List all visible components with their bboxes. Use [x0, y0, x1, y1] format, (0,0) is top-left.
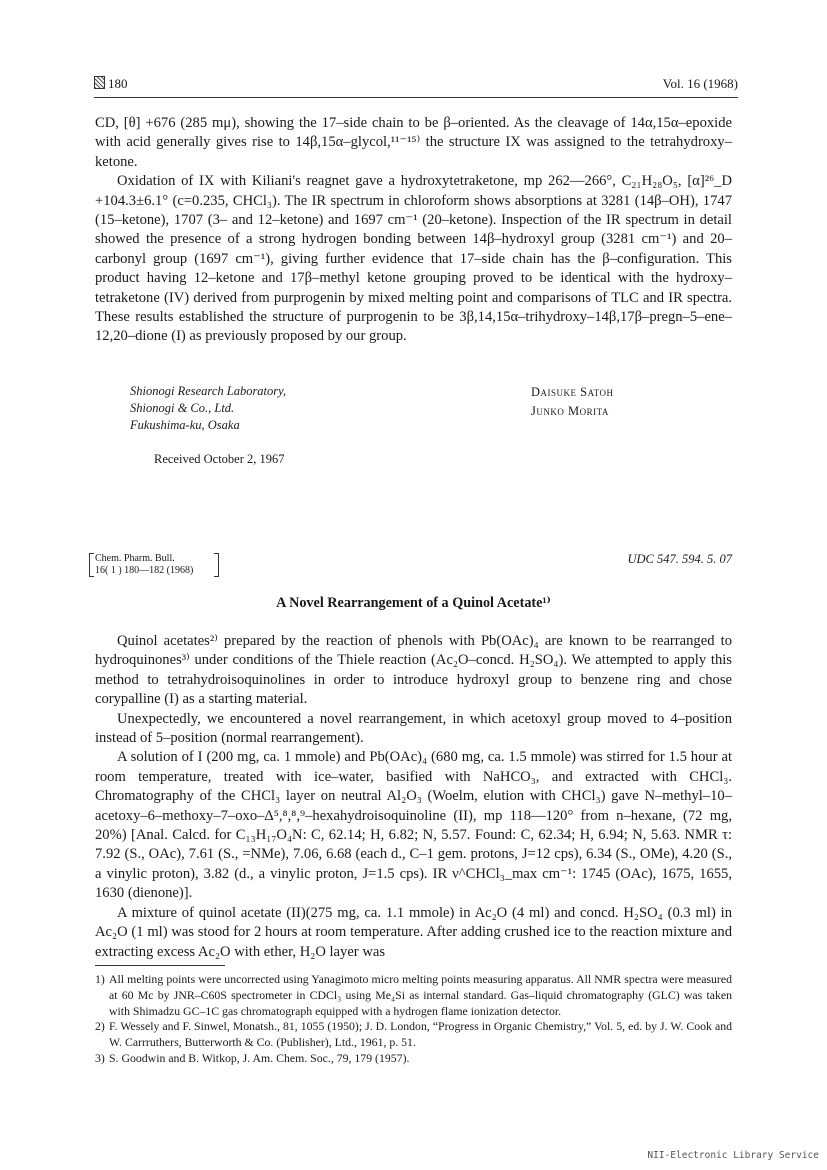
footer-label: NII-Electronic Library Service: [647, 1150, 819, 1161]
top-section: [95, 114, 732, 347]
author-name: Junko Morita: [531, 404, 609, 418]
authors: [531, 383, 613, 421]
article-title: A Novel Rearrangement of a Quinol Acetate¹⁾: [276, 595, 551, 611]
footnote: 3) S. Goodwin and B. Witkop, J. Am. Chem. Soc., 79, 179 (1957).: [95, 1050, 410, 1065]
header-rule: [94, 97, 738, 98]
affiliation: Shionogi Research Laboratory, Shionogi & Co., Ltd. Fukushima-ku, Osaka: [130, 384, 287, 432]
paragraph: Unexpectedly, we encountered a novel rearrangement, in which acetoxyl group moved to 4–position instead of 5–position (normal rearrangement).: [95, 710, 732, 747]
footnotes: [95, 972, 732, 1067]
paragraph: A mixture of quinol acetate (II)(275 mg, ca. 1.1 mmole) in Ac₂O (4 ml) and concd. H₂SO₄ (0.3 ml) in Ac₂O (1 ml) was stood for 2 hours at room temperature. After adding crushed ice to the reaction mixture and extracting excess Ac₂O with ether, H₂O layer was: [95, 904, 732, 960]
paragraph: CD, [θ] +676 (285 mμ), showing the 17–side chain to be β–oriented. As the cleavage of 14α,15α–epoxide with acid generally gives rise to 14β,15α–glycol,¹¹⁻¹⁵⁾ the structure IX was assigned to the tetrahydroxy–ketone.: [95, 115, 732, 170]
udc-code: UDC 547. 594. 5. 07: [627, 552, 732, 566]
body-section: [95, 632, 732, 962]
paragraph: Quinol acetates²⁾ prepared by the reaction of phenols with Pb(OAc)₄ are known to be rearranged to hydroquinones³⁾ under conditions of the Thiele reaction (Ac₂O–concd. H₂SO₄). We attempted to apply this method to tetrahydroisoquinolines in order to introduce hydroxyl group to benzene ring and chose corypalline (I) as a starting material.: [95, 633, 732, 708]
volume-label: Vol. 16 (1968): [662, 76, 738, 91]
paragraph: Oxidation of IX with Kiliani's reagnet gave a hydroxytetraketone, mp 262—266°, C₂₁H₂₈O₅, [α]²⁶_D +104.3±6.1° (c=0.235, CHCl₃). The IR spectrum in chloroform shows absorptions at 3281 (14β–OH), 1747 (15–ketone), 1707 (3– and 12–ketone) and 1697 cm⁻¹ (20–ketone). Inspection of the IR spectrum in detail showed the presence of a strong hydrogen bonding between 14β–hydroxyl group (3281 cm⁻¹) and 20–carbonyl group (1697 cm⁻¹), giving further evidence that 17–side chain has the β–configuration. This product having 12–ketone and 17β–methyl ketone grouping proved to be identical with the hydroxy–tetraketone (IV) derived from purprogenin by mixed melting point and comparisons of TLC and IR spectra. These results established the structure of purprogenin to be 3β,14,15α–trihydroxy–14β,17β–pregn–5–ene–12,20–dione (I) as previously proposed by our group.: [95, 173, 732, 345]
page-header: [94, 76, 738, 96]
footnote: 2) F. Wessely and F. Sinwel, Monatsh., 81, 1055 (1950); J. D. London, “Progress in Organic Chemistry,” Vol. 5, ed. by J. W. Cook and W. Carrruthers, Butterworth & Co. (Publisher), Ltd., 1961, p. 51.: [95, 1019, 732, 1050]
page-marker-icon: [94, 76, 105, 89]
footnote: 1) All melting points were uncorrected using Yanagimoto micro melting points measuring apparatus. All NMR spectra were measured at 60 Mc by JNR–C60S spectrometer in CDCl₃ using Me₄Si as internal standard. Gas–liquid chromatography (GLC) was taken with Shimadzu GC–1C gas chromatograph equipped with a hydrogen flame ionization detector.: [95, 972, 732, 1018]
footnote-rule: [95, 965, 225, 966]
right-bracket: [214, 553, 219, 577]
left-bracket: [89, 553, 94, 577]
received-date: Received October 2, 1967: [154, 452, 285, 466]
journal-citation: Chem. Pharm. Bull. 16( 1 ) 180—182 (1968): [89, 551, 219, 578]
author-name: Daisuke Satoh: [531, 385, 614, 399]
page-number: 180: [94, 76, 128, 92]
paragraph: A solution of I (200 mg, ca. 1 mmole) and Pb(OAc)₄ (680 mg, ca. 1.5 mmole) was stirred for 1.5 hour at room temperature, treated with ice–water, basified with NaHCO₃, and extracted with CHCl₃. Chromatography of the CHCl₃ layer on neutral Al₂O₃ (Woelm, elution with CHCl₃) gave N–methyl–10–acetoxy–6–methoxy–7–oxo–Δ⁵,⁸,⁸,⁹–hexahydroisoquinoline (II), mp 118—120° from n–hexane, (72 mg, 20%) [Anal. Calcd. for C₁₃H₁₇O₄N: C, 62.14; H, 6.82; N, 5.57. Found: C, 62.34; H, 6.94; N, 5.63. NMR τ: 7.92 (S., OAc), 7.61 (S., =NMe), 7.06, 6.68 (each d., C–1 gem. protons, J=12 cps), 6.34 (S., OMe), 4.20 (S., a vinylic proton), 3.82 (d., a vinylic proton, J=1.5 cps). IR ν^CHCl₃_max cm⁻¹: 1745 (OAc), 1675, 1655, 1630 (dienone)].: [95, 749, 732, 902]
